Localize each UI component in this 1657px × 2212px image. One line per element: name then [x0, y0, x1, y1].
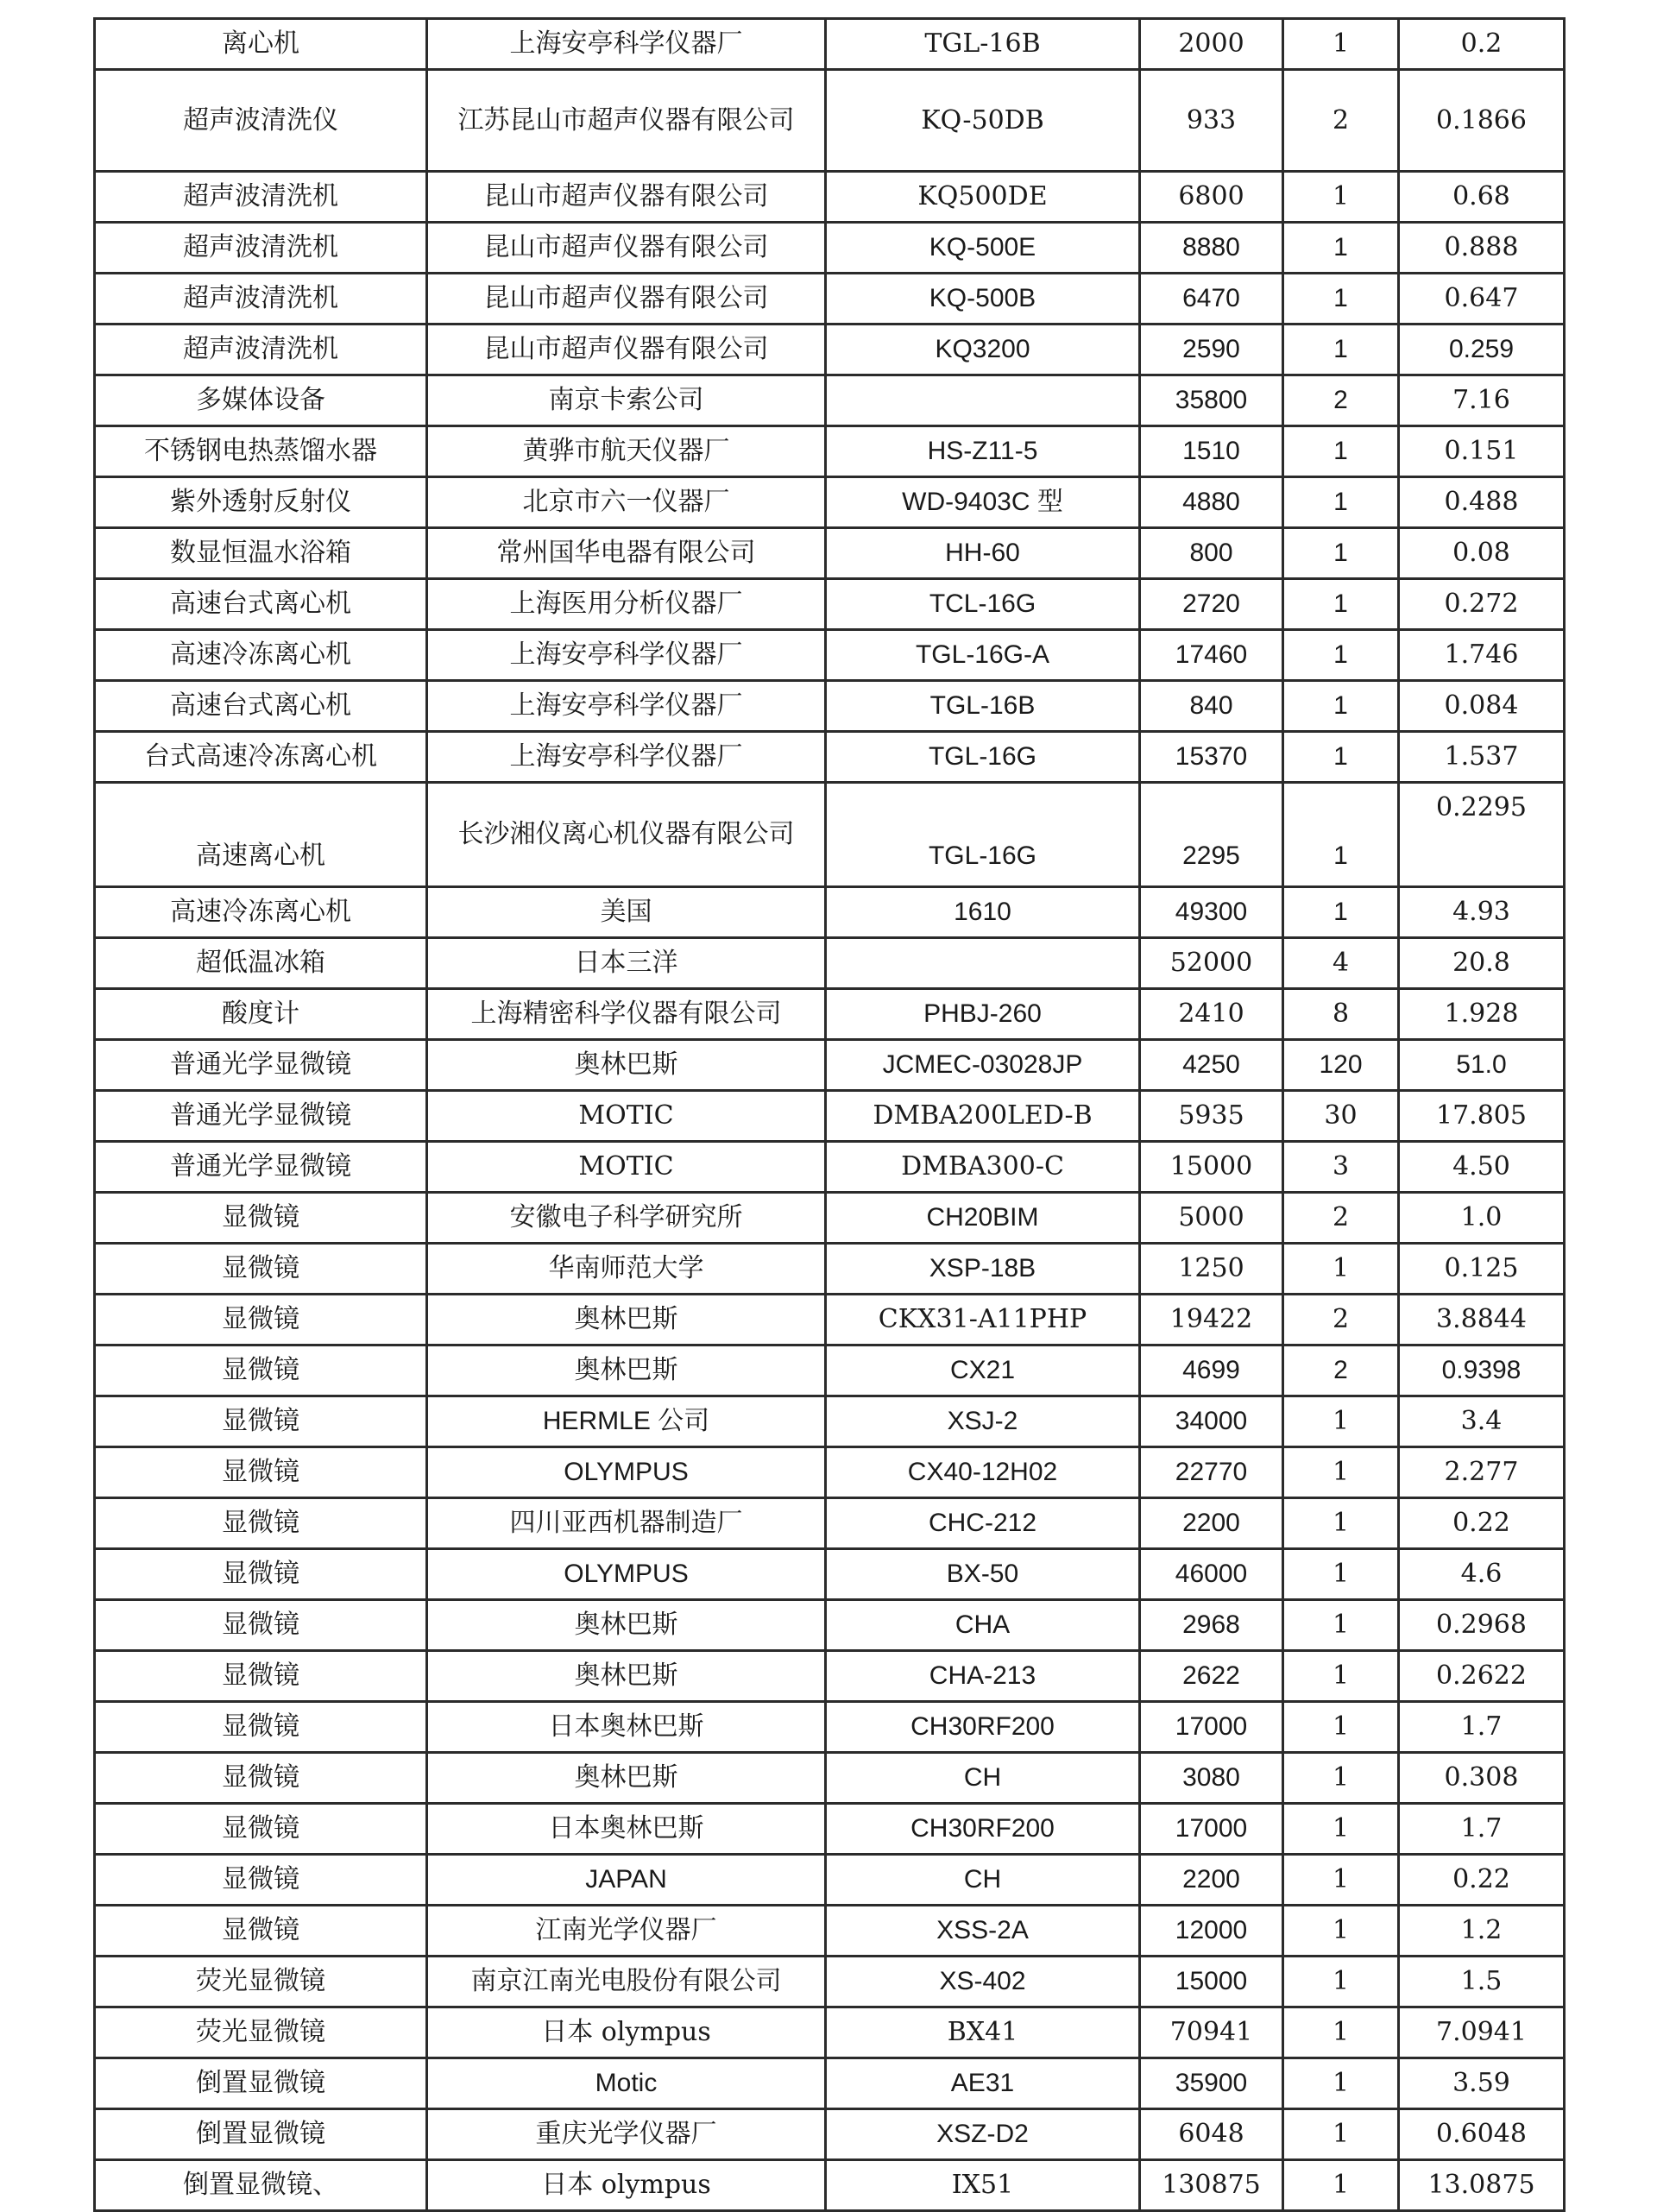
table-row: [95, 681, 1565, 732]
cell-text: 1: [1333, 841, 1348, 870]
cell-price: 15000: [1140, 1142, 1283, 1193]
cell-text: 2295: [1182, 841, 1240, 870]
cell-qty: 1: [1283, 630, 1399, 681]
cell-name: 台式高速冷冻离心机: [95, 732, 427, 783]
table-row: [95, 1651, 1565, 1702]
cell-maker: 重庆光学仪器厂: [427, 2109, 826, 2160]
cell-total: 0.22: [1399, 1498, 1565, 1549]
cell-model: [826, 783, 1140, 887]
cell-price: 46000: [1140, 1549, 1283, 1600]
cell-name: 显微镜: [95, 1702, 427, 1753]
cell-qty: 30: [1283, 1091, 1399, 1142]
cell-price: 2720: [1140, 579, 1283, 630]
table-row: [95, 1091, 1565, 1142]
cell-qty: [1283, 783, 1399, 887]
cell-total: 0.259: [1399, 325, 1565, 375]
table-row: [95, 528, 1565, 579]
cell-qty: 1: [1283, 1600, 1399, 1651]
cell-qty: 1: [1283, 19, 1399, 70]
cell-price: 2200: [1140, 1498, 1283, 1549]
cell-model: DMBA300-C: [826, 1142, 1140, 1193]
cell-model: CHA: [826, 1600, 1140, 1651]
table-row: [95, 1855, 1565, 1906]
table-row: [95, 1702, 1565, 1753]
cell-price: 1510: [1140, 426, 1283, 477]
cell-total: 7.0941: [1399, 2007, 1565, 2058]
cell-total: 1.5: [1399, 1957, 1565, 2007]
cell-qty: 8: [1283, 989, 1399, 1040]
cell-price: 800: [1140, 528, 1283, 579]
cell-name: 超声波清洗机: [95, 274, 427, 325]
cell-model: CH30RF200: [826, 1804, 1140, 1855]
cell-name: 显微镜: [95, 1244, 427, 1295]
cell-model: TCL-16G: [826, 579, 1140, 630]
cell-price: 2000: [1140, 19, 1283, 70]
cell-maker: 昆山市超声仪器有限公司: [427, 325, 826, 375]
cell-qty: 1: [1283, 528, 1399, 579]
cell-price: 35800: [1140, 375, 1283, 426]
cell-qty: 1: [1283, 426, 1399, 477]
cell-total: 0.2622: [1399, 1651, 1565, 1702]
cell-maker: 日本 olympus: [427, 2160, 826, 2211]
cell-maker: 上海安亭科学仪器厂: [427, 630, 826, 681]
cell-maker: OLYMPUS: [427, 1549, 826, 1600]
cell-name: 不锈钢电热蒸馏水器: [95, 426, 427, 477]
cell-total: 13.0875: [1399, 2160, 1565, 2211]
cell-price: 4699: [1140, 1345, 1283, 1396]
cell-model: IX51: [826, 2160, 1140, 2211]
cell-maker: 上海安亭科学仪器厂: [427, 732, 826, 783]
cell-price: 17460: [1140, 630, 1283, 681]
cell-total: 4.6: [1399, 1549, 1565, 1600]
cell-name: 显微镜: [95, 1498, 427, 1549]
cell-qty: 2: [1283, 1193, 1399, 1244]
cell-total: 0.2: [1399, 19, 1565, 70]
cell-price: 34000: [1140, 1396, 1283, 1447]
cell-maker: [427, 783, 826, 887]
cell-model: WD-9403C 型: [826, 477, 1140, 528]
cell-maker: Motic: [427, 2058, 826, 2109]
cell-maker: 日本奥林巴斯: [427, 1804, 826, 1855]
cell-qty: 1: [1283, 1702, 1399, 1753]
cell-qty: 2: [1283, 1295, 1399, 1345]
cell-price: 5935: [1140, 1091, 1283, 1142]
cell-total: 0.308: [1399, 1753, 1565, 1804]
cell-price: 22770: [1140, 1447, 1283, 1498]
cell-model: CX21: [826, 1345, 1140, 1396]
cell-price: [1140, 783, 1283, 887]
cell-qty: 1: [1283, 2109, 1399, 2160]
cell-maker: 奥林巴斯: [427, 1600, 826, 1651]
cell-qty: 1: [1283, 2160, 1399, 2211]
cell-name: 显微镜: [95, 1855, 427, 1906]
cell-name: 高速冷冻离心机: [95, 630, 427, 681]
cell-price: 130875: [1140, 2160, 1283, 2211]
cell-price: 6800: [1140, 172, 1283, 223]
cell-maker: 奥林巴斯: [427, 1753, 826, 1804]
cell-total: 1.746: [1399, 630, 1565, 681]
table-row: [95, 274, 1565, 325]
table-row: [95, 477, 1565, 528]
cell-maker: MOTIC: [427, 1142, 826, 1193]
cell-maker: 昆山市超声仪器有限公司: [427, 223, 826, 274]
cell-total: 0.6048: [1399, 2109, 1565, 2160]
cell-maker: 四川亚西机器制造厂: [427, 1498, 826, 1549]
cell-model: TGL-16G: [826, 732, 1140, 783]
cell-qty: 1: [1283, 172, 1399, 223]
cell-qty: 1: [1283, 2007, 1399, 2058]
cell-total: 0.125: [1399, 1244, 1565, 1295]
table-row: [95, 70, 1565, 172]
cell-text: 长沙湘仪离心机仪器有限公司: [457, 819, 795, 849]
cell-qty: 1: [1283, 579, 1399, 630]
cell-name: 显微镜: [95, 1753, 427, 1804]
cell-total: 4.93: [1399, 887, 1565, 938]
cell-model: HH-60: [826, 528, 1140, 579]
cell-name: 离心机: [95, 19, 427, 70]
cell-name: 显微镜: [95, 1651, 427, 1702]
table-row: [95, 2109, 1565, 2160]
table-row: [95, 1396, 1565, 1447]
cell-qty: 4: [1283, 938, 1399, 989]
cell-qty: 1: [1283, 1447, 1399, 1498]
cell-qty: 1: [1283, 1855, 1399, 1906]
cell-model: CHC-212: [826, 1498, 1140, 1549]
cell-name: 高速台式离心机: [95, 681, 427, 732]
cell-maker: 日本 olympus: [427, 2007, 826, 2058]
cell-qty: 1: [1283, 1244, 1399, 1295]
cell-name: 显微镜: [95, 1804, 427, 1855]
cell-price: 15000: [1140, 1957, 1283, 2007]
cell-maker: OLYMPUS: [427, 1447, 826, 1498]
cell-qty: 1: [1283, 223, 1399, 274]
cell-name: 倒置显微镜: [95, 2058, 427, 2109]
cell-total: 3.8844: [1399, 1295, 1565, 1345]
cell-price: 35900: [1140, 2058, 1283, 2109]
cell-model: CH: [826, 1753, 1140, 1804]
cell-model: XSZ-D2: [826, 2109, 1140, 2160]
cell-model: [826, 938, 1140, 989]
cell-model: 1610: [826, 887, 1140, 938]
cell-model: [826, 375, 1140, 426]
cell-model: CH30RF200: [826, 1702, 1140, 1753]
cell-maker: 常州国华电器有限公司: [427, 528, 826, 579]
cell-maker: HERMLE 公司: [427, 1396, 826, 1447]
cell-name: 酸度计: [95, 989, 427, 1040]
cell-total: 1.928: [1399, 989, 1565, 1040]
cell-price: 6470: [1140, 274, 1283, 325]
cell-name: 超声波清洗机: [95, 223, 427, 274]
cell-qty: 120: [1283, 1040, 1399, 1091]
cell-name: 普通光学显微镜: [95, 1091, 427, 1142]
cell-name: 显微镜: [95, 1549, 427, 1600]
table-row: [95, 223, 1565, 274]
cell-total: 1.7: [1399, 1804, 1565, 1855]
cell-qty: 1: [1283, 1651, 1399, 1702]
cell-qty: 1: [1283, 1957, 1399, 2007]
cell-maker: 日本三洋: [427, 938, 826, 989]
cell-model: AE31: [826, 2058, 1140, 2109]
table-row: [95, 579, 1565, 630]
cell-price: 70941: [1140, 2007, 1283, 2058]
cell-total: 0.647: [1399, 274, 1565, 325]
cell-maker: 奥林巴斯: [427, 1651, 826, 1702]
cell-qty: 1: [1283, 1804, 1399, 1855]
cell-total: 0.272: [1399, 579, 1565, 630]
cell-total: 0.22: [1399, 1855, 1565, 1906]
cell-total: 51.0: [1399, 1040, 1565, 1091]
cell-maker: 安徽电子科学研究所: [427, 1193, 826, 1244]
cell-name: [95, 783, 427, 887]
cell-price: 52000: [1140, 938, 1283, 989]
cell-model: KQ-50DB: [826, 70, 1140, 172]
cell-model: BX41: [826, 2007, 1140, 2058]
cell-total: 17.805: [1399, 1091, 1565, 1142]
cell-total: 1.2: [1399, 1906, 1565, 1957]
cell-maker: 南京卡索公司: [427, 375, 826, 426]
cell-total: 20.8: [1399, 938, 1565, 989]
table-row: [95, 938, 1565, 989]
cell-total: 1.0: [1399, 1193, 1565, 1244]
cell-price: 12000: [1140, 1906, 1283, 1957]
cell-qty: 1: [1283, 1753, 1399, 1804]
cell-price: 1250: [1140, 1244, 1283, 1295]
cell-maker: 上海医用分析仪器厂: [427, 579, 826, 630]
cell-price: 840: [1140, 681, 1283, 732]
table-row: [95, 1804, 1565, 1855]
cell-price: 2410: [1140, 989, 1283, 1040]
cell-model: CX40-12H02: [826, 1447, 1140, 1498]
table-row: [95, 989, 1565, 1040]
cell-total: 3.59: [1399, 2058, 1565, 2109]
cell-total: 2.277: [1399, 1447, 1565, 1498]
cell-maker: JAPAN: [427, 1855, 826, 1906]
table-row: [95, 1753, 1565, 1804]
cell-total: 1.537: [1399, 732, 1565, 783]
cell-total: 0.2968: [1399, 1600, 1565, 1651]
cell-maker: 上海精密科学仪器有限公司: [427, 989, 826, 1040]
cell-model: TGL-16G-A: [826, 630, 1140, 681]
cell-model: CKX31-A11PHP: [826, 1295, 1140, 1345]
table-row: [95, 2160, 1565, 2211]
table-row: [95, 1447, 1565, 1498]
cell-maker: 江南光学仪器厂: [427, 1906, 826, 1957]
cell-total: 4.50: [1399, 1142, 1565, 1193]
equipment-table-body: [95, 19, 1565, 2211]
cell-qty: 1: [1283, 732, 1399, 783]
cell-name: 显微镜: [95, 1447, 427, 1498]
table-row: [95, 172, 1565, 223]
cell-name: 荧光显微镜: [95, 1957, 427, 2007]
cell-price: 49300: [1140, 887, 1283, 938]
table-row: [95, 1345, 1565, 1396]
cell-qty: 3: [1283, 1142, 1399, 1193]
cell-maker: 奥林巴斯: [427, 1295, 826, 1345]
cell-model: CHA-213: [826, 1651, 1140, 1702]
cell-price: 2622: [1140, 1651, 1283, 1702]
table-row: [95, 2058, 1565, 2109]
cell-price: 4250: [1140, 1040, 1283, 1091]
table-row: [95, 426, 1565, 477]
cell-qty: 1: [1283, 1549, 1399, 1600]
cell-model: CH20BIM: [826, 1193, 1140, 1244]
table-row: [95, 1600, 1565, 1651]
cell-total: [1399, 783, 1565, 887]
cell-name: 超声波清洗仪: [95, 70, 427, 172]
cell-name: 多媒体设备: [95, 375, 427, 426]
cell-maker: 黄骅市航天仪器厂: [427, 426, 826, 477]
table-row: [95, 1957, 1565, 2007]
cell-qty: 1: [1283, 1906, 1399, 1957]
cell-price: 5000: [1140, 1193, 1283, 1244]
cell-model: DMBA200LED-B: [826, 1091, 1140, 1142]
cell-model: KQ-500E: [826, 223, 1140, 274]
cell-price: 2968: [1140, 1600, 1283, 1651]
cell-maker: 上海安亭科学仪器厂: [427, 681, 826, 732]
cell-name: 超声波清洗机: [95, 172, 427, 223]
cell-qty: 1: [1283, 887, 1399, 938]
table-row: [95, 375, 1565, 426]
table-row: [95, 2007, 1565, 2058]
cell-price: 933: [1140, 70, 1283, 172]
table-row: [95, 1193, 1565, 1244]
cell-name: 荧光显微镜: [95, 2007, 427, 2058]
cell-qty: 1: [1283, 274, 1399, 325]
cell-name: 显微镜: [95, 1396, 427, 1447]
cell-model: XSP-18B: [826, 1244, 1140, 1295]
cell-name: 显微镜: [95, 1295, 427, 1345]
cell-price: 19422: [1140, 1295, 1283, 1345]
cell-name: 倒置显微镜、: [95, 2160, 427, 2211]
cell-total: 0.9398: [1399, 1345, 1565, 1396]
cell-model: XS-402: [826, 1957, 1140, 2007]
cell-price: 17000: [1140, 1804, 1283, 1855]
cell-qty: 1: [1283, 2058, 1399, 2109]
cell-total: 1.7: [1399, 1702, 1565, 1753]
cell-qty: 1: [1283, 681, 1399, 732]
cell-maker: 美国: [427, 887, 826, 938]
cell-name: 高速冷冻离心机: [95, 887, 427, 938]
cell-name: 显微镜: [95, 1345, 427, 1396]
cell-name: 数显恒温水浴箱: [95, 528, 427, 579]
cell-total: 0.151: [1399, 426, 1565, 477]
table-row: [95, 1244, 1565, 1295]
cell-price: 8880: [1140, 223, 1283, 274]
cell-total: 0.1866: [1399, 70, 1565, 172]
cell-name: 倒置显微镜: [95, 2109, 427, 2160]
table-row: [95, 1498, 1565, 1549]
cell-maker: 北京市六一仪器厂: [427, 477, 826, 528]
table-row: [95, 19, 1565, 70]
cell-total: 3.4: [1399, 1396, 1565, 1447]
cell-maker: MOTIC: [427, 1091, 826, 1142]
cell-name: 高速台式离心机: [95, 579, 427, 630]
cell-model: XSS-2A: [826, 1906, 1140, 1957]
cell-maker: 奥林巴斯: [427, 1345, 826, 1396]
cell-name: 普通光学显微镜: [95, 1040, 427, 1091]
table-row: [95, 630, 1565, 681]
cell-model: HS-Z11-5: [826, 426, 1140, 477]
cell-maker: 昆山市超声仪器有限公司: [427, 172, 826, 223]
cell-model: PHBJ-260: [826, 989, 1140, 1040]
table-row: [95, 325, 1565, 375]
cell-model: KQ3200: [826, 325, 1140, 375]
cell-total: 0.08: [1399, 528, 1565, 579]
table-row: [95, 887, 1565, 938]
cell-model: JCMEC-03028JP: [826, 1040, 1140, 1091]
cell-model: KQ-500B: [826, 274, 1140, 325]
equipment-table: [93, 17, 1566, 2212]
cell-model: CH: [826, 1855, 1140, 1906]
cell-price: 6048: [1140, 2109, 1283, 2160]
cell-model: TGL-16B: [826, 681, 1140, 732]
table-row: [95, 1142, 1565, 1193]
table-row: [95, 783, 1565, 887]
cell-maker: 南京江南光电股份有限公司: [427, 1957, 826, 2007]
cell-qty: 1: [1283, 1498, 1399, 1549]
cell-price: 2200: [1140, 1855, 1283, 1906]
cell-total: 0.888: [1399, 223, 1565, 274]
cell-name: 紫外透射反射仪: [95, 477, 427, 528]
cell-model: XSJ-2: [826, 1396, 1140, 1447]
cell-qty: 2: [1283, 1345, 1399, 1396]
cell-name: 超低温冰箱: [95, 938, 427, 989]
cell-price: 17000: [1140, 1702, 1283, 1753]
cell-price: 4880: [1140, 477, 1283, 528]
cell-model: BX-50: [826, 1549, 1140, 1600]
cell-price: 15370: [1140, 732, 1283, 783]
cell-price: 3080: [1140, 1753, 1283, 1804]
cell-qty: 2: [1283, 375, 1399, 426]
table-row: [95, 1295, 1565, 1345]
cell-text: 高速离心机: [196, 841, 325, 871]
cell-maker: 华南师范大学: [427, 1244, 826, 1295]
cell-total: 0.488: [1399, 477, 1565, 528]
cell-name: 显微镜: [95, 1600, 427, 1651]
cell-qty: 1: [1283, 477, 1399, 528]
cell-maker: 江苏昆山市超声仪器有限公司: [427, 70, 826, 172]
cell-text: 0.2295: [1436, 792, 1527, 822]
cell-maker: 上海安亭科学仪器厂: [427, 19, 826, 70]
cell-name: 显微镜: [95, 1906, 427, 1957]
cell-model: KQ500DE: [826, 172, 1140, 223]
cell-qty: 1: [1283, 1396, 1399, 1447]
cell-name: 显微镜: [95, 1193, 427, 1244]
cell-name: 超声波清洗机: [95, 325, 427, 375]
cell-total: 0.68: [1399, 172, 1565, 223]
table-row: [95, 1040, 1565, 1091]
cell-model: TGL-16B: [826, 19, 1140, 70]
cell-maker: 奥林巴斯: [427, 1040, 826, 1091]
cell-maker: 日本奥林巴斯: [427, 1702, 826, 1753]
table-row: [95, 1906, 1565, 1957]
cell-name: 普通光学显微镜: [95, 1142, 427, 1193]
table-row: [95, 1549, 1565, 1600]
cell-total: 0.084: [1399, 681, 1565, 732]
cell-maker: 昆山市超声仪器有限公司: [427, 274, 826, 325]
cell-qty: 2: [1283, 70, 1399, 172]
cell-total: 7.16: [1399, 375, 1565, 426]
cell-qty: 1: [1283, 325, 1399, 375]
cell-price: 2590: [1140, 325, 1283, 375]
cell-text: TGL-16G: [928, 841, 1037, 870]
table-row: [95, 732, 1565, 783]
